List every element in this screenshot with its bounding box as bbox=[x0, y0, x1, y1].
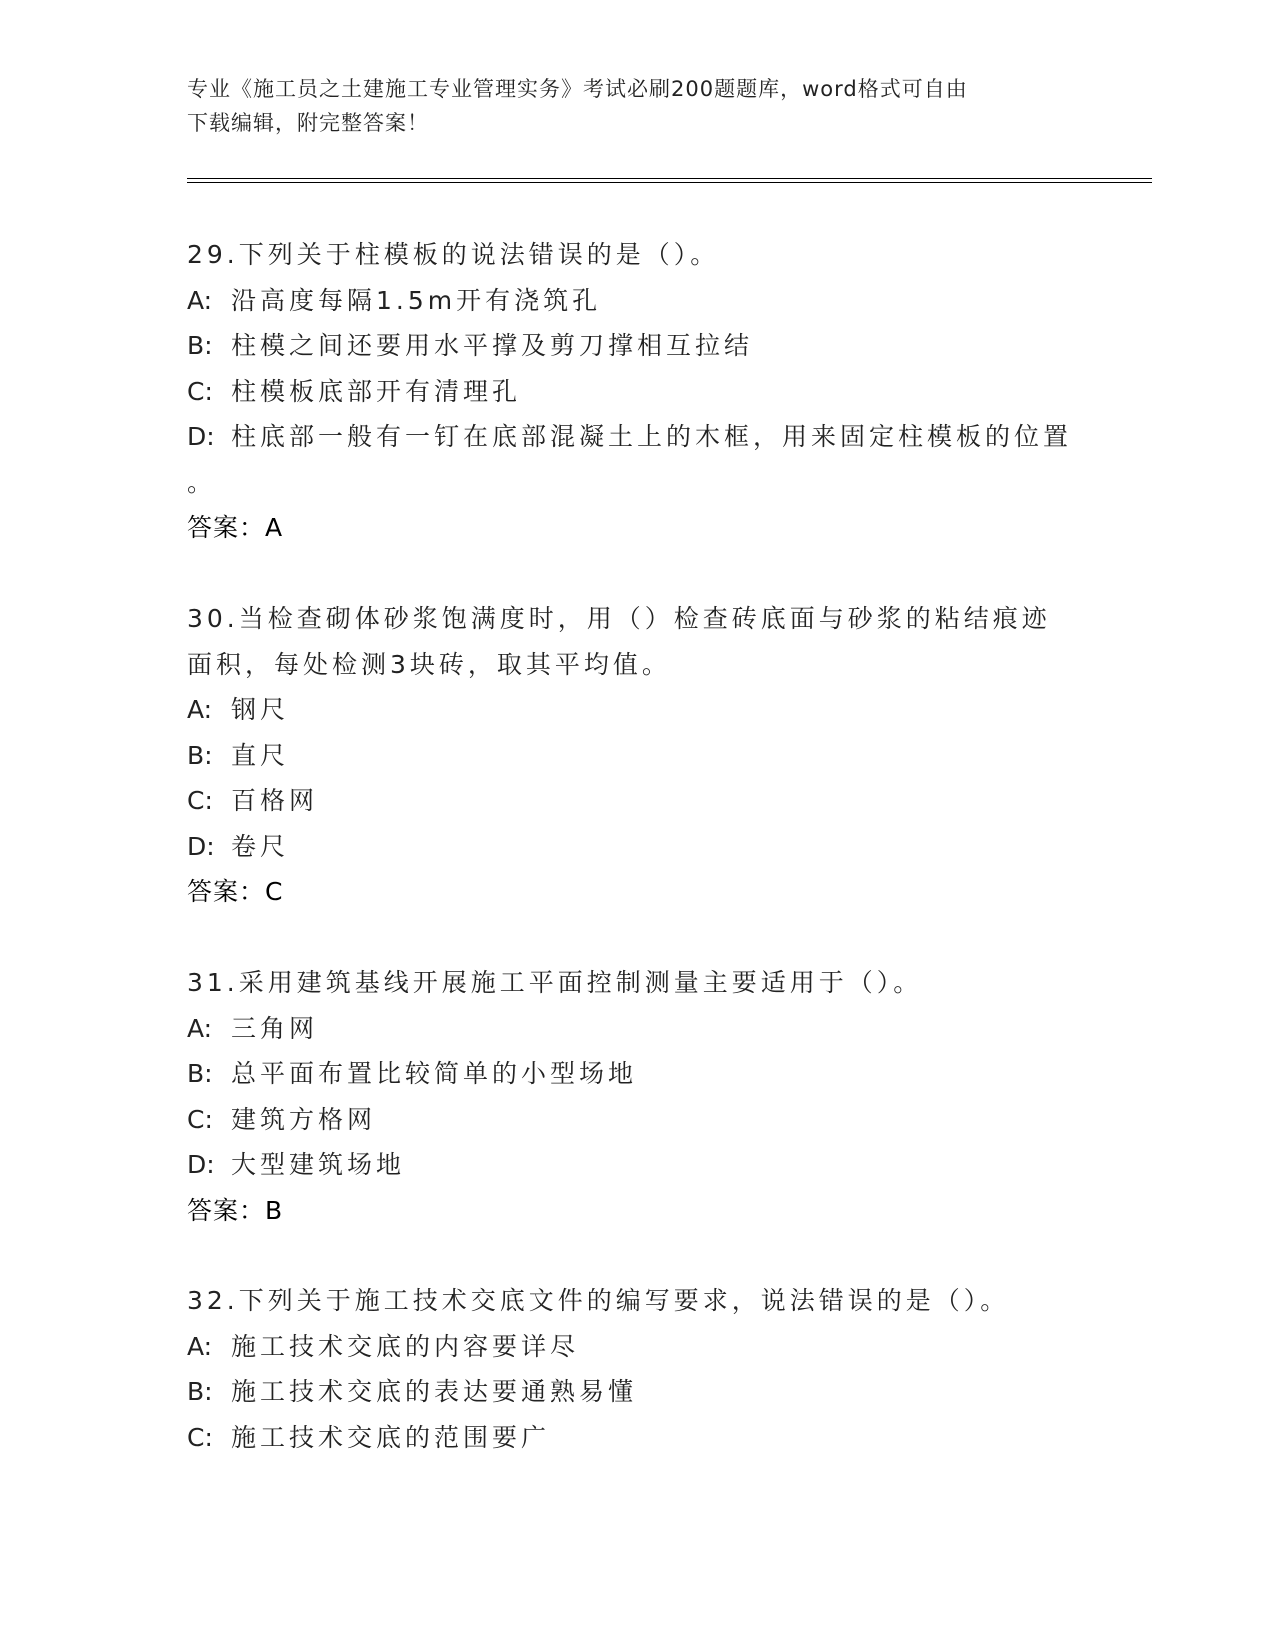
option-text: 直尺 bbox=[231, 740, 290, 770]
option-key: C: bbox=[187, 786, 213, 815]
question-stem: 32.下列关于施工技术交底文件的编写要求，说法错误的是（）。 bbox=[187, 1286, 1010, 1315]
option-text: 柱底部一般有一钉在底部混凝土上的木框，用来固定柱模板的位置 bbox=[231, 422, 1073, 451]
option-text: 柱模板底部开有清理孔 bbox=[231, 376, 522, 406]
option-text: 施工技术交底的表达要通熟易懂 bbox=[231, 1377, 638, 1406]
question-29 bbox=[187, 232, 1087, 551]
header-line-1: 专业《施工员之土建施工专业管理实务》考试必刷200题题库，word格式可自由 bbox=[187, 77, 968, 101]
option-text: 卷尺 bbox=[231, 831, 290, 861]
option-text: 三角网 bbox=[231, 1013, 319, 1043]
question-31 bbox=[187, 960, 1087, 1233]
option-c bbox=[187, 1415, 1087, 1461]
option-key: A: bbox=[187, 1331, 213, 1361]
option-key: B: bbox=[187, 740, 213, 770]
option-b bbox=[187, 1051, 1087, 1097]
option-text: 施工技术交底的范围要广 bbox=[231, 1422, 551, 1452]
question-stem: 31.采用建筑基线开展施工平面控制测量主要适用于（）。 bbox=[187, 968, 923, 997]
option-key: C: bbox=[187, 1422, 213, 1452]
option-d bbox=[187, 824, 1087, 870]
option-a bbox=[187, 1006, 1087, 1052]
option-key: D: bbox=[187, 422, 215, 451]
question-stem: 29.下列关于柱模板的说法错误的是（）。 bbox=[187, 240, 720, 269]
option-c bbox=[187, 778, 1087, 824]
option-text: 钢尺 bbox=[231, 695, 290, 724]
option-text: 总平面布置比较简单的小型场地 bbox=[231, 1059, 638, 1088]
option-key: D: bbox=[187, 831, 215, 861]
option-a bbox=[187, 1324, 1087, 1370]
answer-label: 答案：B bbox=[187, 1195, 284, 1225]
header-line-2: 下载编辑，附完整答案！ bbox=[187, 111, 429, 135]
option-c bbox=[187, 1097, 1087, 1143]
header-divider-bottom bbox=[187, 182, 1152, 183]
option-key: B: bbox=[187, 1377, 213, 1406]
option-key: A: bbox=[187, 1013, 213, 1043]
option-key: B: bbox=[187, 1059, 213, 1088]
option-b bbox=[187, 733, 1087, 779]
document-header bbox=[187, 72, 1087, 140]
option-key: A: bbox=[187, 695, 213, 724]
option-key: C: bbox=[187, 376, 213, 406]
option-d bbox=[187, 1142, 1087, 1188]
option-a bbox=[187, 687, 1087, 733]
option-c bbox=[187, 369, 1087, 415]
option-text: 沿高度每隔1.5m开有浇筑孔 bbox=[231, 285, 602, 315]
option-key: C: bbox=[187, 1104, 213, 1134]
question-30 bbox=[187, 596, 1087, 915]
option-d bbox=[187, 414, 1087, 460]
option-text: 大型建筑场地 bbox=[231, 1150, 406, 1179]
option-text: 建筑方格网 bbox=[231, 1104, 377, 1134]
option-text: 施工技术交底的内容要详尽 bbox=[231, 1331, 580, 1361]
question-stem: 30.当检查砌体砂浆饱满度时，用（）检查砖底面与砂浆的粘结痕迹面积，每处检测3块砖，取其平均值。 bbox=[187, 604, 1051, 679]
option-key: B: bbox=[187, 331, 213, 360]
option-d-continuation: 。 bbox=[187, 467, 217, 497]
option-b bbox=[187, 1369, 1087, 1415]
answer-label: 答案：A bbox=[187, 513, 284, 542]
option-b bbox=[187, 323, 1087, 369]
option-key: A: bbox=[187, 285, 213, 315]
option-text: 百格网 bbox=[231, 786, 319, 815]
option-a bbox=[187, 278, 1087, 324]
option-text: 柱模之间还要用水平撑及剪刀撑相互拉结 bbox=[231, 331, 754, 360]
answer-label: 答案：C bbox=[187, 877, 284, 906]
question-32 bbox=[187, 1278, 1087, 1460]
option-key: D: bbox=[187, 1150, 215, 1179]
header-divider-top bbox=[187, 178, 1152, 179]
